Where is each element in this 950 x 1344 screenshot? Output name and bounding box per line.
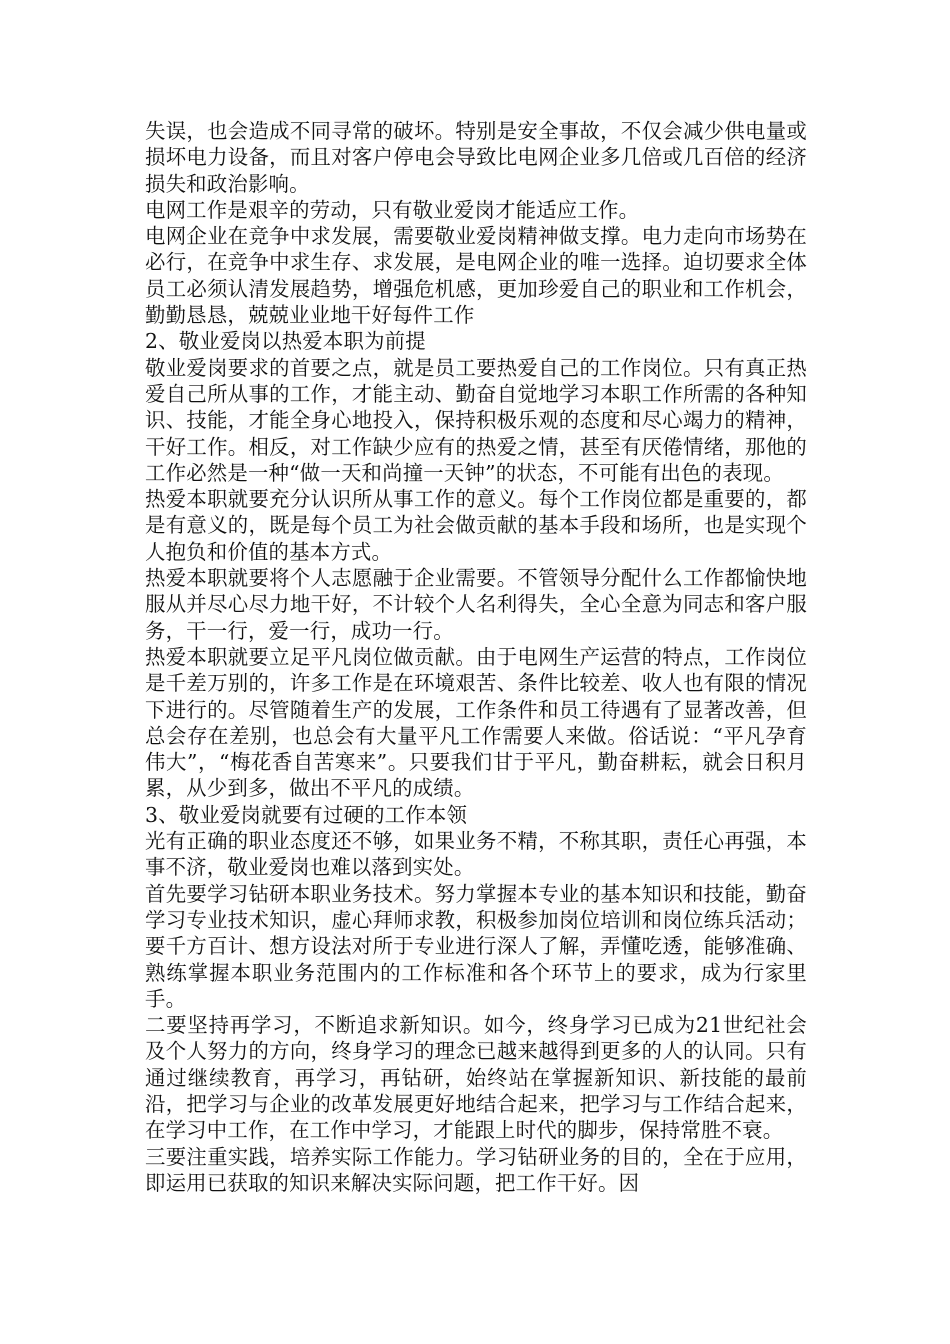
paragraph: 失误，也会造成不同寻常的破坏。特别是安全事故，不仅会减少供电量或损坏电力设备，而且对客户停电会导致比电网企业多几倍或几百倍的经济损失和政治影响。 xyxy=(145,119,807,196)
paragraph: 电网企业在竞争中求发展，需要敬业爱岗精神做支撑。电力走向市场势在必行，在竞争中求生存、求发展，是电网企业的唯一选择。迫切要求全体员工必须认清发展趋势，增强危机感，更加珍爱自己的职业和工作机会，勤勤恳恳，兢兢业业地干好每件工作 xyxy=(145,224,807,328)
paragraph: 二要坚持再学习，不断追求新知识。如今，终身学习已成为21世纪社会及个人努力的方向，终身学习的理念已越来越得到更多的人的认同。只有通过继续教育，再学习，再钻研，始终站在掌握新知识、新技能的最前沿，把学习与企业的改革发展更好地结合起来，把学习与工作结合起来，在学习中工作，在工作中学习，才能跟上时代的脚步，保持常胜不衰。 xyxy=(145,1013,807,1143)
section-heading: 2、敬业爱岗以热爱本职为前提 xyxy=(145,329,426,354)
paragraph: 电网工作是艰辛的劳动，只有敬业爱岗才能适应工作。 xyxy=(145,197,640,222)
paragraph: 敬业爱岗要求的首要之点，就是员工要热爱自己的工作岗位。只有真正热爱自己所从事的工作，才能主动、勤奋自觉地学习本职工作所需的各种知识、技能，才能全身心地投入，保持积极乐观的态度和尽心竭力的精神，干好工作。相反，对工作缺少应有的热爱之情，甚至有厌倦情绪，那他的工作必然是一种“做一天和尚撞一天钟”的状态，不可能有出色的表现。 xyxy=(145,355,807,485)
section-heading: 3、敬业爱岗就要有过硬的工作本领 xyxy=(145,802,468,827)
document-body xyxy=(145,118,807,1196)
paragraph: 三要注重实践，培养实际工作能力。学习钻研业务的目的，全在于应用，即运用已获取的知识来解决实际问题，把工作干好。因 xyxy=(145,1144,807,1195)
paragraph: 热爱本职就要充分认识所从事工作的意义。每个工作岗位都是重要的，都是有意义的，既是每个员工为社会做贡献的基本手段和场所，也是实现个人抱负和价值的基本方式。 xyxy=(145,487,807,564)
paragraph: 热爱本职就要将个人志愿融于企业需要。不管领导分配什么工作都愉快地服从并尽心尽力地干好，不计较个人名利得失，全心全意为同志和客户服务，干一行，爱一行，成功一行。 xyxy=(145,566,807,643)
paragraph: 光有正确的职业态度还不够，如果业务不精，不称其职，责任心再强，本事不济，敬业爱岗也难以落到实处。 xyxy=(145,829,807,880)
paragraph: 热爱本职就要立足平凡岗位做贡献。由于电网生产运营的特点，工作岗位是千差万别的，许多工作是在环境艰苦、条件比较差、收人也有限的情况下进行的。尽管随着生产的发展，工作条件和员工待遇有了显著改善，但总会存在差别，也总会有大量平凡工作需要人来做。俗话说：“平凡孕育伟大”，“梅花香自苦寒来”。只要我们甘于平凡，勤奋耕耘，就会日积月累，从少到多，做出不平凡的成绩。 xyxy=(145,644,807,801)
paragraph: 首先要学习钻研本职业务技术。努力掌握本专业的基本知识和技能，勤奋学习专业技术知识，虚心拜师求教，积极参加岗位培训和岗位练兵活动；要千方百计、想方设法对所于专业进行深人了解，弄懂吃透，能够准确、熟练掌握本职业务范围内的工作标准和各个环节上的要求，成为行家里手。 xyxy=(145,881,807,1011)
